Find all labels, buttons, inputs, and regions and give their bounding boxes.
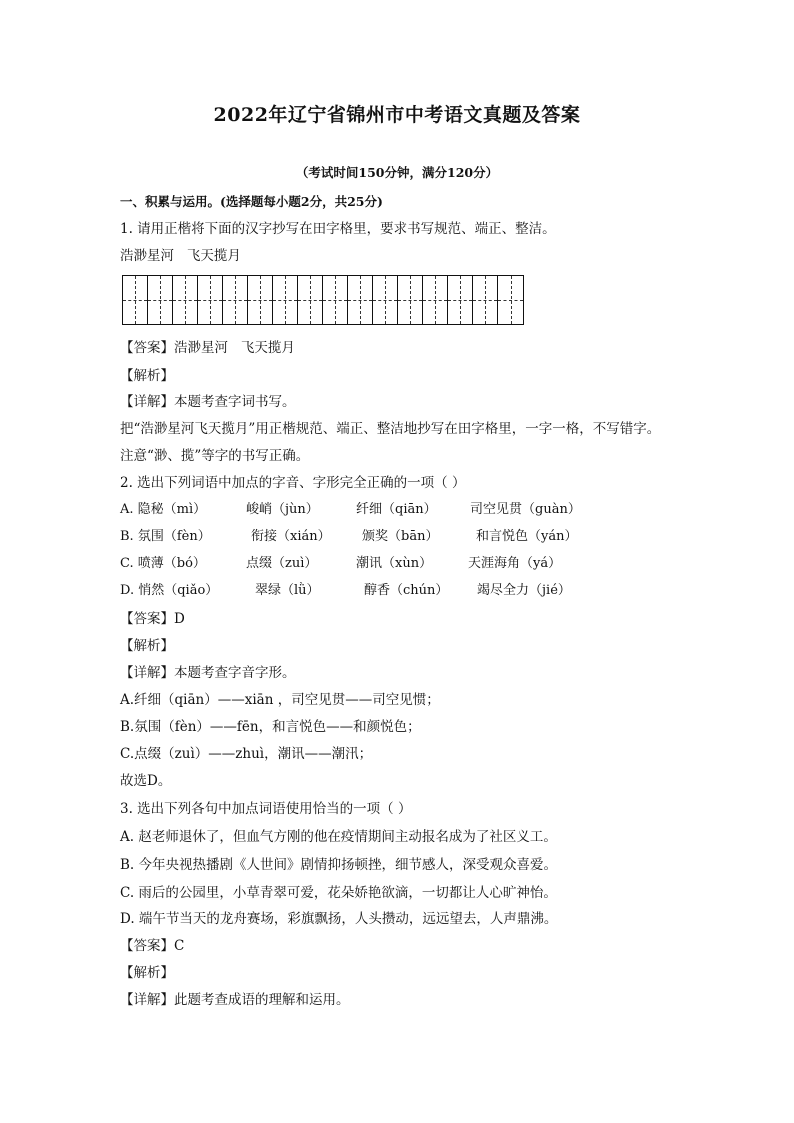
tianzige-cell [273, 276, 298, 324]
q1-prompt: 1. 请用正楷将下面的汉字抄写在田字格里，要求书写规范、端正、整洁。 [120, 221, 556, 237]
q2-option-a-1: A. 隐秘（mì） [120, 502, 207, 517]
tianzige-cell [248, 276, 273, 324]
q2-detail: 【详解】本题考查字音字形。 [120, 665, 296, 681]
q2-option-d-1: D. 悄然（qiǎo） [120, 583, 219, 598]
page-title: 2022年辽宁省锦州市中考语文真题及答案 [213, 104, 581, 126]
q3-detail: 【详解】此题考查成语的理解和运用。 [120, 992, 350, 1008]
tianzige-cell [323, 276, 348, 324]
q3-option-d: D. 端午节当天的龙舟赛场，彩旗飘扬，人头攒动，远远望去，人声鼎沸。 [120, 911, 558, 927]
q1-words: 浩渺星河 飞天揽月 [120, 248, 241, 264]
q3-option-a: A. 赵老师退休了，但血气方刚的他在疫情期间主动报名成为了社区义工。 [120, 829, 557, 845]
q2-option-b-2: 衔接（xián） [251, 529, 331, 544]
tianzige-cell [223, 276, 248, 324]
q2-explain-b: B.氛围（fèn）——fēn，和言悦色——和颜悦色； [120, 719, 421, 735]
q2-answer: 【答案】D [120, 611, 185, 627]
tianzige-cell [498, 276, 523, 324]
q2-option-b-1: B. 氛围（fèn） [120, 529, 211, 544]
section-heading: 一、积累与运用。(选择题每小题2分，共25分) [120, 194, 383, 209]
q2-option-b-3: 颁奖（bān） [362, 529, 439, 544]
q2-option-d-3: 醇香（chún） [364, 583, 449, 598]
q1-analysis-label: 【解析】 [120, 368, 174, 384]
tianzige-grid [122, 275, 524, 325]
tianzige-cell [473, 276, 498, 324]
q3-option-c: C. 雨后的公园里，小草青翠可爱，花朵娇艳欲滴，一切都让人心旷神怡。 [120, 885, 557, 901]
q2-explain-a: A.纤细（qiān）——xiān ，司空见贯——司空见惯； [120, 692, 440, 708]
q2-option-c-2: 点缀（zuì） [246, 556, 318, 571]
q2-option-a-2: 峻峭（jùn） [246, 502, 319, 517]
q2-option-d-2: 翠绿（lǜ） [255, 583, 320, 598]
tianzige-cell [173, 276, 198, 324]
tianzige-cell [348, 276, 373, 324]
q2-option-c-1: C. 喷薄（bó） [120, 556, 206, 571]
tianzige-cell [298, 276, 323, 324]
tianzige-cell [398, 276, 423, 324]
exam-info: （考试时间150分钟，满分120分） [295, 165, 499, 180]
q3-answer: 【答案】C [120, 938, 185, 954]
tianzige-cell [148, 276, 173, 324]
q1-explain-2: 注意“渺、揽”等字的书写正确。 [120, 448, 310, 464]
q2-prompt: 2. 选出下列词语中加点的字音、字形完全正确的一项（ ） [120, 475, 466, 491]
q1-answer: 【答案】浩渺星河 飞天揽月 [120, 340, 295, 356]
tianzige-cell [448, 276, 473, 324]
q1-detail: 【详解】本题考查字词书写。 [120, 394, 296, 410]
q2-option-a-4: 司空见贯（guàn） [470, 502, 581, 517]
q3-option-b: B. 今年央视热播剧《人世间》剧情抑扬顿挫，细节感人，深受观众喜爱。 [120, 857, 558, 873]
q2-option-c-4: 天涯海角（yá） [468, 556, 562, 571]
tianzige-cell [123, 276, 148, 324]
q2-analysis-label: 【解析】 [120, 638, 174, 654]
q3-analysis-label: 【解析】 [120, 965, 174, 981]
q2-conclusion: 故选D。 [120, 773, 172, 789]
tianzige-cell [423, 276, 448, 324]
q2-explain-c: C.点缀（zuì）——zhuì，潮讯——潮汛； [120, 746, 373, 762]
q2-option-a-3: 纤细（qiān） [356, 502, 437, 517]
tianzige-cell [373, 276, 398, 324]
q3-prompt: 3. 选出下列各句中加点词语使用恰当的一项（ ） [120, 801, 412, 817]
tianzige-cell [198, 276, 223, 324]
q2-option-d-4: 竭尽全力（jié） [477, 583, 571, 598]
q2-option-c-3: 潮讯（xùn） [356, 556, 433, 571]
q1-explain-1: 把“浩渺星河飞天揽月”用正楷规范、端正、整洁地抄写在田字格里，一字一格，不写错字。 [120, 421, 661, 437]
q2-option-b-4: 和言悦色（yán） [476, 529, 578, 544]
